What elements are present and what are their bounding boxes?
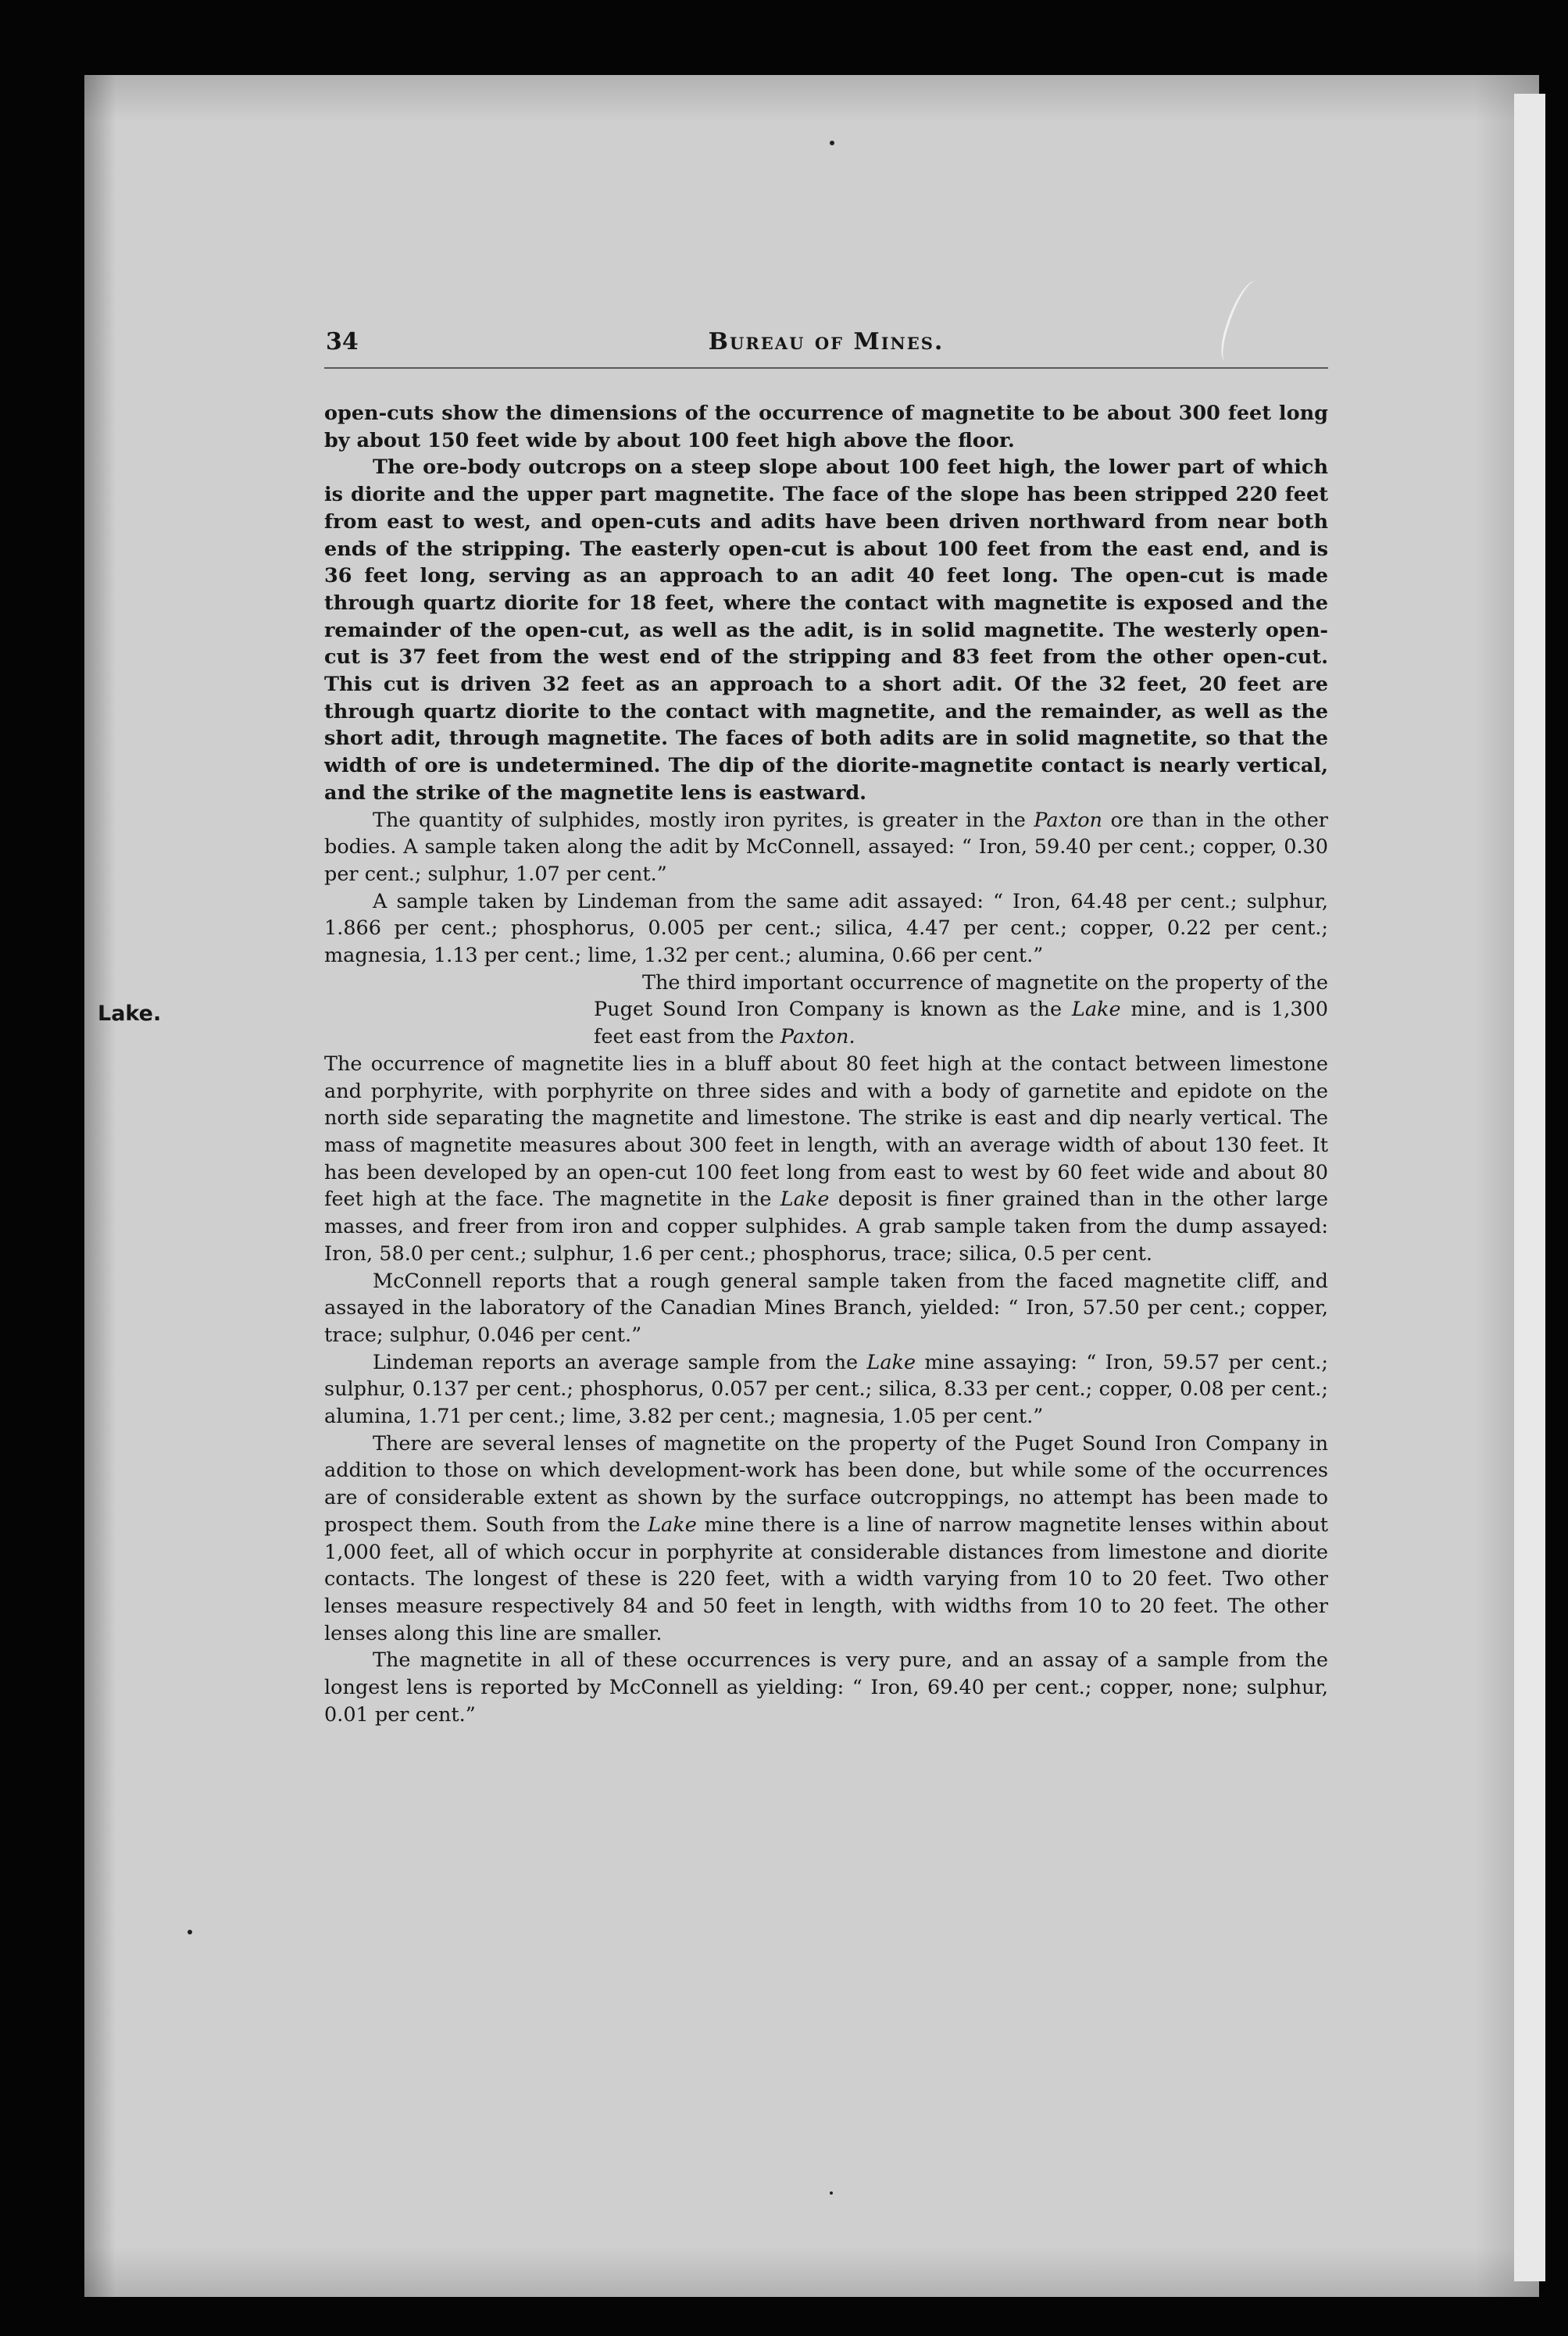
paragraph-lindeman-report: Lindeman reports an average sample from the Lake mine assaying: “ Iron, 59.57 per cent.; sulphur, 0.137 per cent.; phosphorus, 0.057 per cent.; silica, 8.33 per cent.; copper, 0.08 per cent.; alumina, 1.71 per cent.; lime, 3.82 per cent.; magnesia, 1.05 per cent.”	[324, 1350, 1329, 1429]
paragraph-continuation: open-cuts show the dimensions of the occurrence of magnetite to be about 300 feet long by about 150 feet wide by about 100 feet high above the floor.	[324, 402, 1328, 452]
lake-section	[98, 970, 1328, 1268]
running-title: Bureau of Mines.	[708, 328, 945, 355]
paragraph-other-lenses: There are several lenses of magnetite on the property of the Puget Sound Iron Company in addition to those on which development-work has been done, but while some of the occurrences are of considerable extent as shown by the surface outcroppings, no attempt has been made to prospect them. South from the Lake mine there is a line of narrow magnetite lenses within about 1,000 feet, all of which occur in porphyrite at considerable distances from limestone and diorite contacts. The longest of these is 220 feet, with a width varying from 10 to 20 feet. Two other lenses measure respectively 84 and 50 feet in length, with widths from 10 to 20 feet. The other lenses along this line are smaller.	[324, 1431, 1328, 1645]
scan-speck	[830, 2191, 833, 2195]
scan-speck	[830, 141, 834, 145]
page-edge-band	[1514, 94, 1545, 2281]
page-content	[98, 328, 1329, 1728]
paragraph-ore-body: The ore-body outcrops on a steep slope about 100 feet high, the lower part of which is diorite and the upper part magnetite. The face of the slope has been stripped 220 feet from east to west, and open-cuts and adits have been driven northward from near both ends of the stripping. The easterly open-cut is about 100 feet from the east end, and is 36 feet long, serving as an approach to an adit 40 feet long. The open-cut is made through quartz diorite for 18 feet, where the contact with magnetite is exposed and the remainder of the open-cut, as well as the adit, is in solid magnetite. The westerly open-cut is 37 feet from the west end of the stripping and 83 feet from the other open-cut. This cut is driven 32 feet as an approach to a short adit. Of the 32 feet, 20 feet are through quartz diorite to the contact with magnetite, and the remainder, as well as the short adit, through magnetite. The faces of both adits are in solid magnetite, so that the width of ore is undetermined. The dip of the diorite-magnetite contact is nearly vertical, and the strike of the magnetite lens is eastward.	[324, 455, 1328, 805]
paragraph-purity-assay: The magnetite in all of these occurrences is very pure, and an assay of a sample from the longest lens is reported by McConnell as yielding: “ Iron, 69.40 per cent.; copper, none; sulphur, 0.01 per cent.”	[324, 1648, 1328, 1727]
scan-speck	[188, 1930, 192, 1934]
page-number: 34	[326, 328, 359, 355]
side-heading-lake: Lake.	[98, 1001, 162, 1026]
paragraph-lake-intro: The third important occurrence of magnetite on the property of the Puget Sound Iron Company is known as the Lake mine, and is 1,300 feet east from the Paxton.	[594, 970, 1328, 1049]
paragraph-sulphides: The quantity of sulphides, mostly iron pyrites, is greater in the Paxton ore than in the other bodies. A sample taken along the adit by McConnell, assayed: “ Iron, 59.40 per cent.; copper, 0.30 per cent.; sulphur, 1.07 per cent.”	[324, 808, 1328, 886]
paragraph-lindeman-sample: A sample taken by Lindeman from the same adit assayed: “ Iron, 64.48 per cent.; sulphur, 1.866 per cent.; phosphorus, 0.005 per cent.; silica, 4.47 per cent.; copper, 0.22 per cent.; magnesia, 1.13 per cent.; lime, 1.32 per cent.; alumina, 0.66 per cent.”	[324, 889, 1328, 968]
paragraph-lake-description: The occurrence of magnetite lies in a bluff about 80 feet high at the contact between limestone and porphyrite, with porphyrite on three sides and with a body of garnetite and epidote on the north side separating the magnetite and limestone. The strike is east and dip nearly vertical. The mass of magnetite measures about 300 feet in length, with an average width of about 130 feet. It has been developed by an open-cut 100 feet long from east to west by 60 feet wide and about 80 feet high at the face. The magnetite in the Lake deposit is finer grained than in the other large masses, and freer from iron and copper sulphides. A grab sample taken from the dump assayed: Iron, 58.0 per cent.; sulphur, 1.6 per cent.; phosphorus, trace; silica, 0.5 per cent.	[324, 1052, 1328, 1266]
running-header	[324, 328, 1328, 369]
paragraph-mcconnell-report: McConnell reports that a rough general sample taken from the faced magnetite cliff, and assayed in the laboratory of the Canadian Mines Branch, yielded: “ Iron, 57.50 per cent.; copper, trace; sulphur, 0.046 per cent.”	[324, 1269, 1328, 1347]
